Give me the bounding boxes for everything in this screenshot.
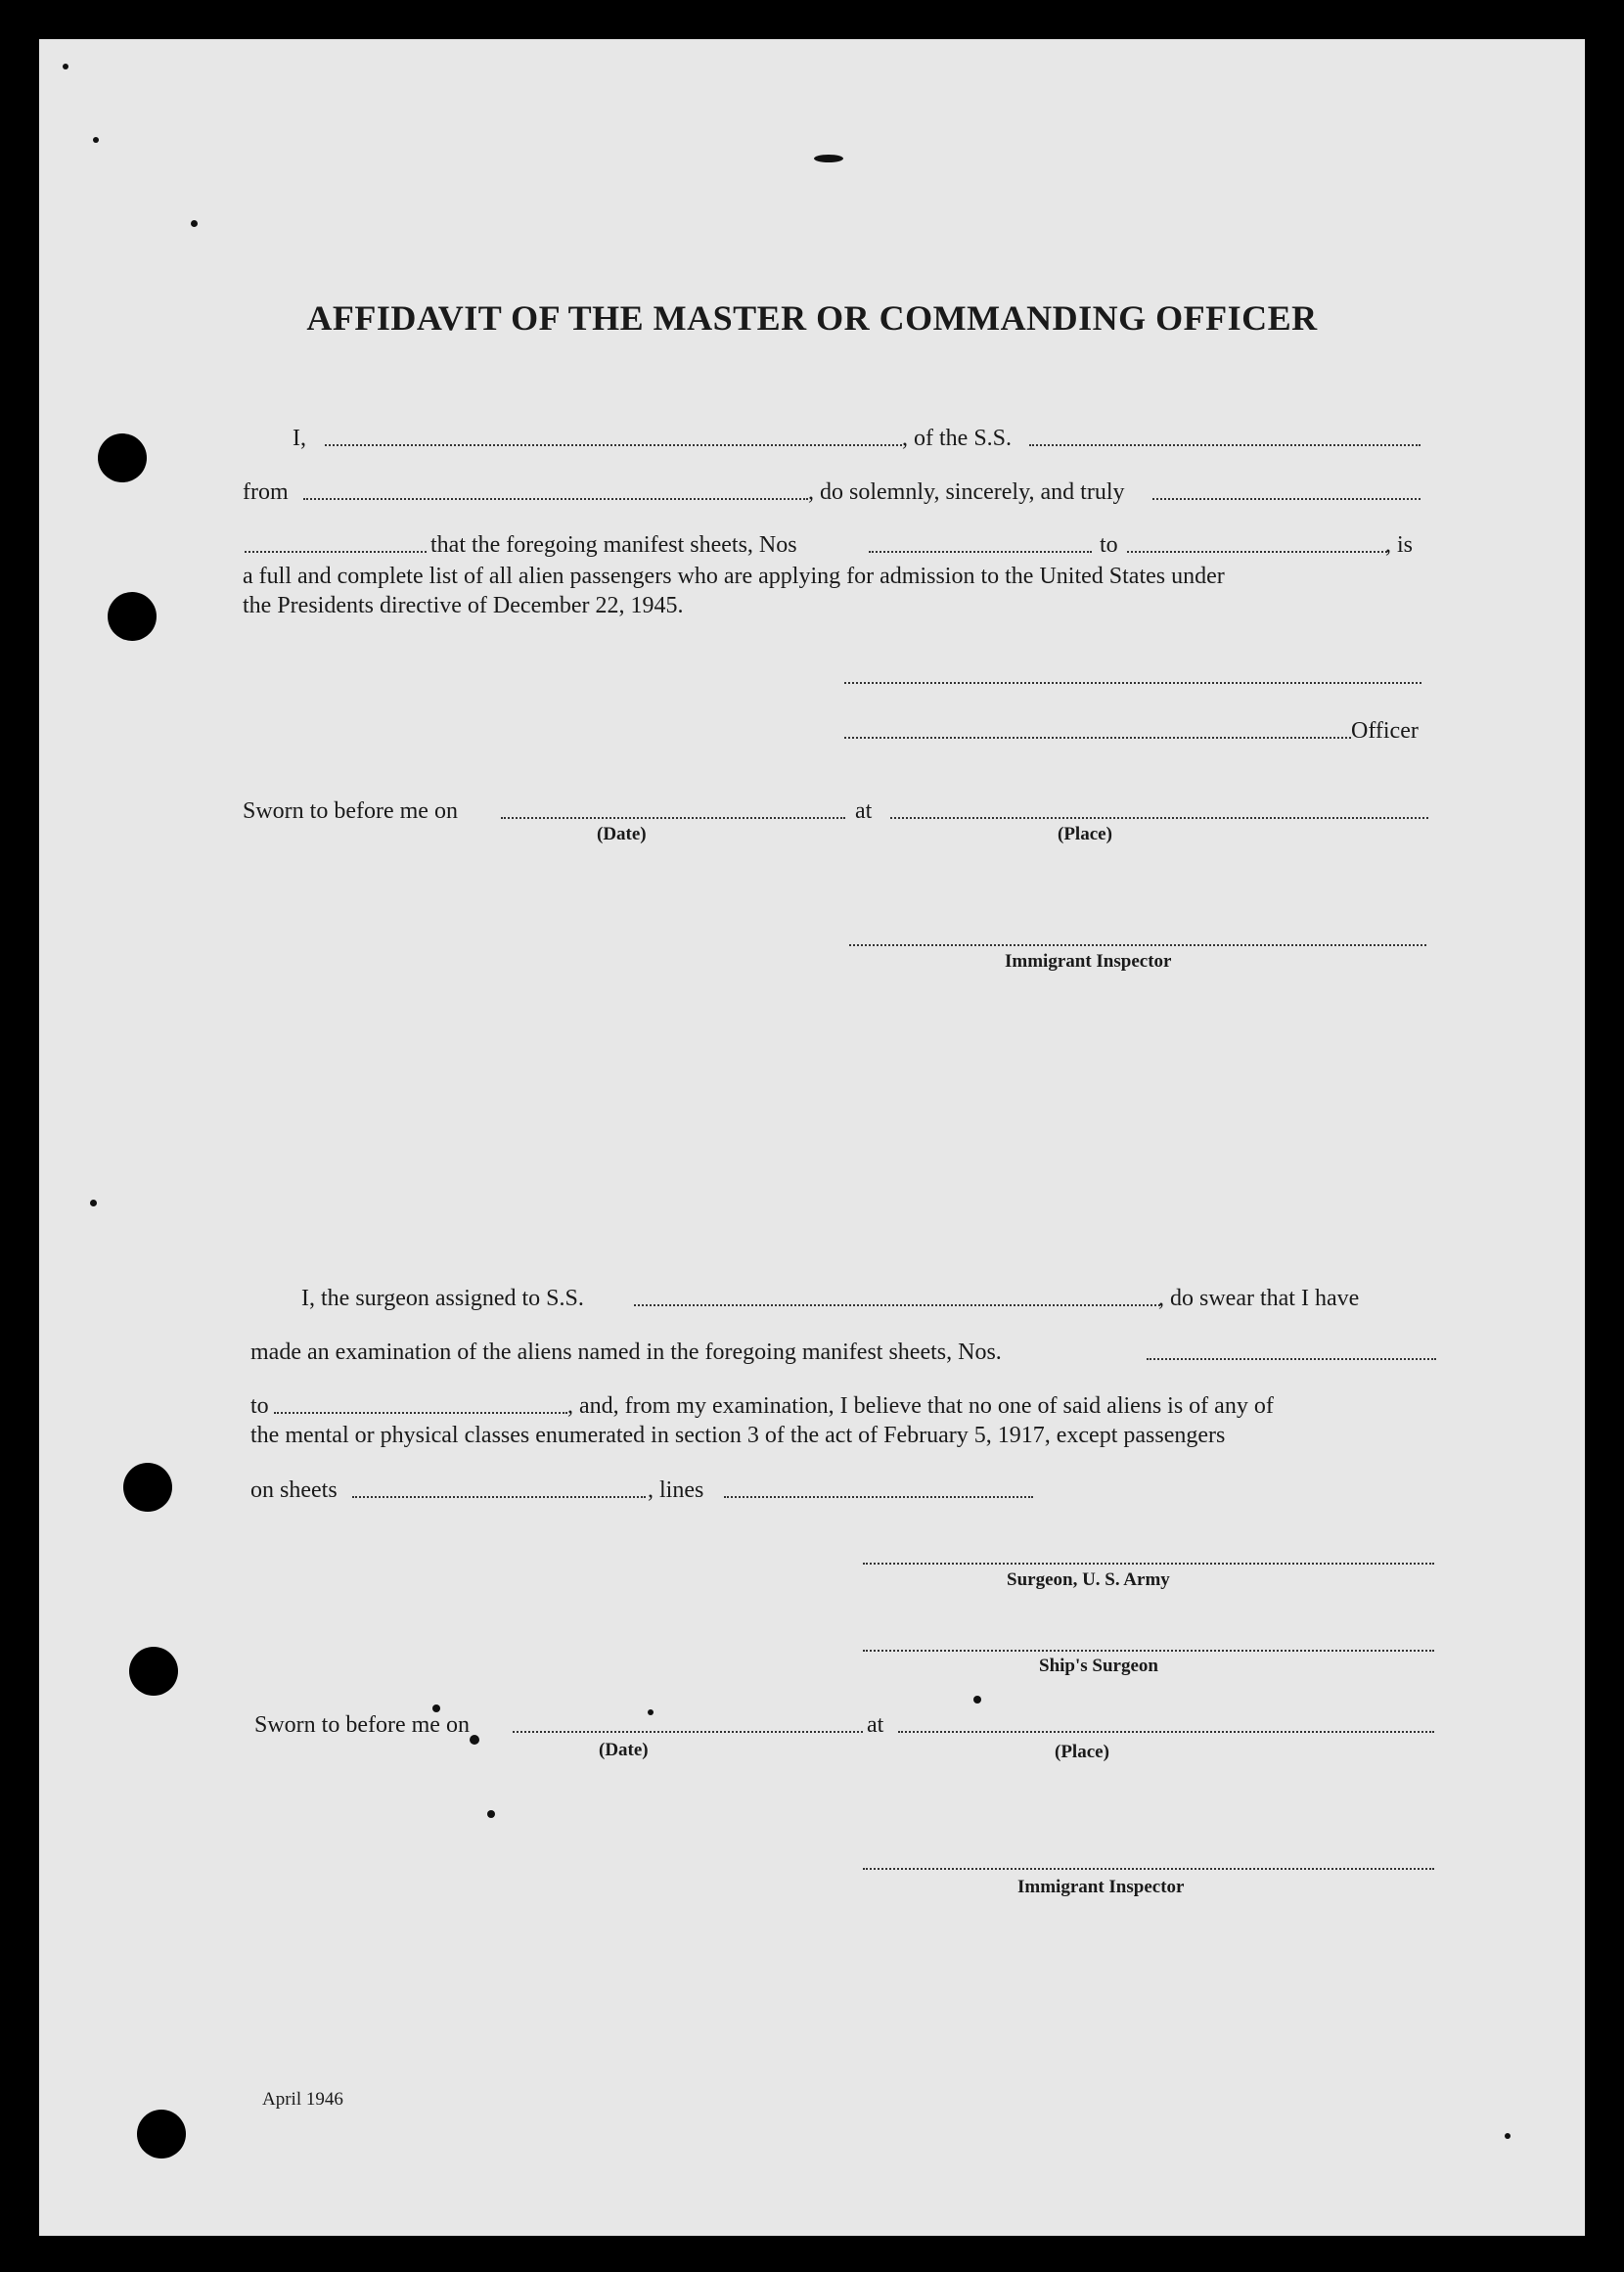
- master-ship-name-field[interactable]: [1029, 444, 1421, 446]
- surgeon-classes-line: the mental or physical classes enumerated in section 3 of the act of February 5, 1917, except passengers: [250, 1423, 1226, 1448]
- scan-speck: [470, 1735, 479, 1745]
- master-from-field[interactable]: [303, 498, 808, 500]
- scan-speck: [63, 64, 68, 69]
- master-to-label: to: [1100, 532, 1118, 558]
- master-signature-field[interactable]: [844, 682, 1421, 684]
- surgeon-sworn-label: Sworn to before me on: [254, 1712, 470, 1738]
- master-i-label: I,: [293, 426, 306, 451]
- officer-label: Officer: [1351, 718, 1419, 744]
- master-manifest-label: that the foregoing manifest sheets, Nos: [430, 532, 797, 558]
- master-is-label: , is: [1385, 532, 1414, 558]
- ship-surgeon-signature-field[interactable]: [863, 1650, 1434, 1652]
- master-statement-line: a full and complete list of all alien passengers who are applying for admission to the United States under: [243, 564, 1225, 589]
- master-ship-label: , of the S.S.: [902, 426, 1013, 451]
- surgeon-lines-label: , lines: [648, 1477, 704, 1503]
- form-revision-date: April 1946: [262, 2089, 343, 2110]
- master-date-caption: (Date): [597, 824, 647, 844]
- surgeon-ship-name-field[interactable]: [634, 1304, 1160, 1306]
- punch-hole: [123, 1463, 172, 1512]
- scan-speck: [1505, 2133, 1511, 2139]
- master-sheets-from-field[interactable]: [869, 551, 1092, 553]
- surgeon-intro-label: I, the surgeon assigned to S.S.: [301, 1286, 584, 1311]
- surgeon-place-caption: (Place): [1055, 1742, 1109, 1762]
- punch-hole: [137, 2110, 186, 2158]
- form-sheet: [39, 39, 1585, 2236]
- surgeon-sheets-from-field[interactable]: [1147, 1358, 1436, 1360]
- punch-hole: [129, 1647, 178, 1696]
- army-surgeon-caption: Surgeon, U. S. Army: [1007, 1569, 1170, 1590]
- master-place-caption: (Place): [1058, 824, 1112, 844]
- scan-speck: [90, 1200, 97, 1206]
- master-sheets-to-field[interactable]: [1127, 551, 1387, 553]
- surgeon-swear-label: , do swear that I have: [1158, 1286, 1360, 1311]
- surgeon-except-sheets-field[interactable]: [352, 1496, 646, 1498]
- surgeon-sworn-at-label: at: [867, 1712, 884, 1738]
- surgeon-inspector-signature-field[interactable]: [863, 1868, 1434, 1870]
- scan-speck: [432, 1704, 440, 1712]
- master-inspector-caption: Immigrant Inspector: [1005, 951, 1172, 972]
- form-title: AFFIDAVIT OF THE MASTER OR COMMANDING OFFICER: [306, 298, 1318, 338]
- scan-speck: [973, 1696, 981, 1704]
- officer-signature-field[interactable]: [844, 737, 1351, 739]
- master-directive-line: the Presidents directive of December 22, 1945.: [243, 593, 684, 618]
- master-from-label: from: [243, 479, 289, 505]
- surgeon-sworn-date-field[interactable]: [513, 1731, 863, 1733]
- master-sworn-place-field[interactable]: [890, 817, 1428, 819]
- surgeon-sheets-to-field[interactable]: [274, 1412, 567, 1414]
- scan-speck: [487, 1810, 495, 1818]
- surgeon-exam-line: made an examination of the aliens named in the foregoing manifest sheets, Nos.: [250, 1340, 1002, 1365]
- surgeon-except-lines-field[interactable]: [724, 1496, 1033, 1498]
- surgeon-to-label: to: [250, 1393, 269, 1419]
- ship-surgeon-caption: Ship's Surgeon: [1039, 1656, 1158, 1676]
- army-surgeon-signature-field[interactable]: [863, 1563, 1434, 1565]
- scan-speck: [814, 155, 843, 162]
- surgeon-sworn-place-field[interactable]: [898, 1731, 1434, 1733]
- master-sworn-at-label: at: [855, 798, 873, 824]
- master-sworn-label: Sworn to before me on: [243, 798, 458, 824]
- surgeon-sheets-label: on sheets: [250, 1477, 338, 1503]
- master-sworn-date-field[interactable]: [501, 817, 845, 819]
- punch-hole: [98, 433, 147, 482]
- master-swear-field[interactable]: [1152, 498, 1421, 500]
- master-swear-label: , do solemnly, sincerely, and truly: [808, 479, 1125, 505]
- surgeon-date-caption: (Date): [599, 1740, 649, 1760]
- surgeon-exam-result-line: , and, from my examination, I believe that no one of said aliens is of any of: [567, 1393, 1274, 1419]
- scan-speck: [191, 220, 198, 227]
- master-inspector-signature-field[interactable]: [849, 944, 1426, 946]
- master-name-field[interactable]: [325, 444, 902, 446]
- scan-speck: [648, 1709, 654, 1715]
- punch-hole: [108, 592, 157, 641]
- master-truly-field[interactable]: [245, 551, 427, 553]
- surgeon-inspector-caption: Immigrant Inspector: [1017, 1877, 1185, 1897]
- scan-speck: [93, 137, 99, 143]
